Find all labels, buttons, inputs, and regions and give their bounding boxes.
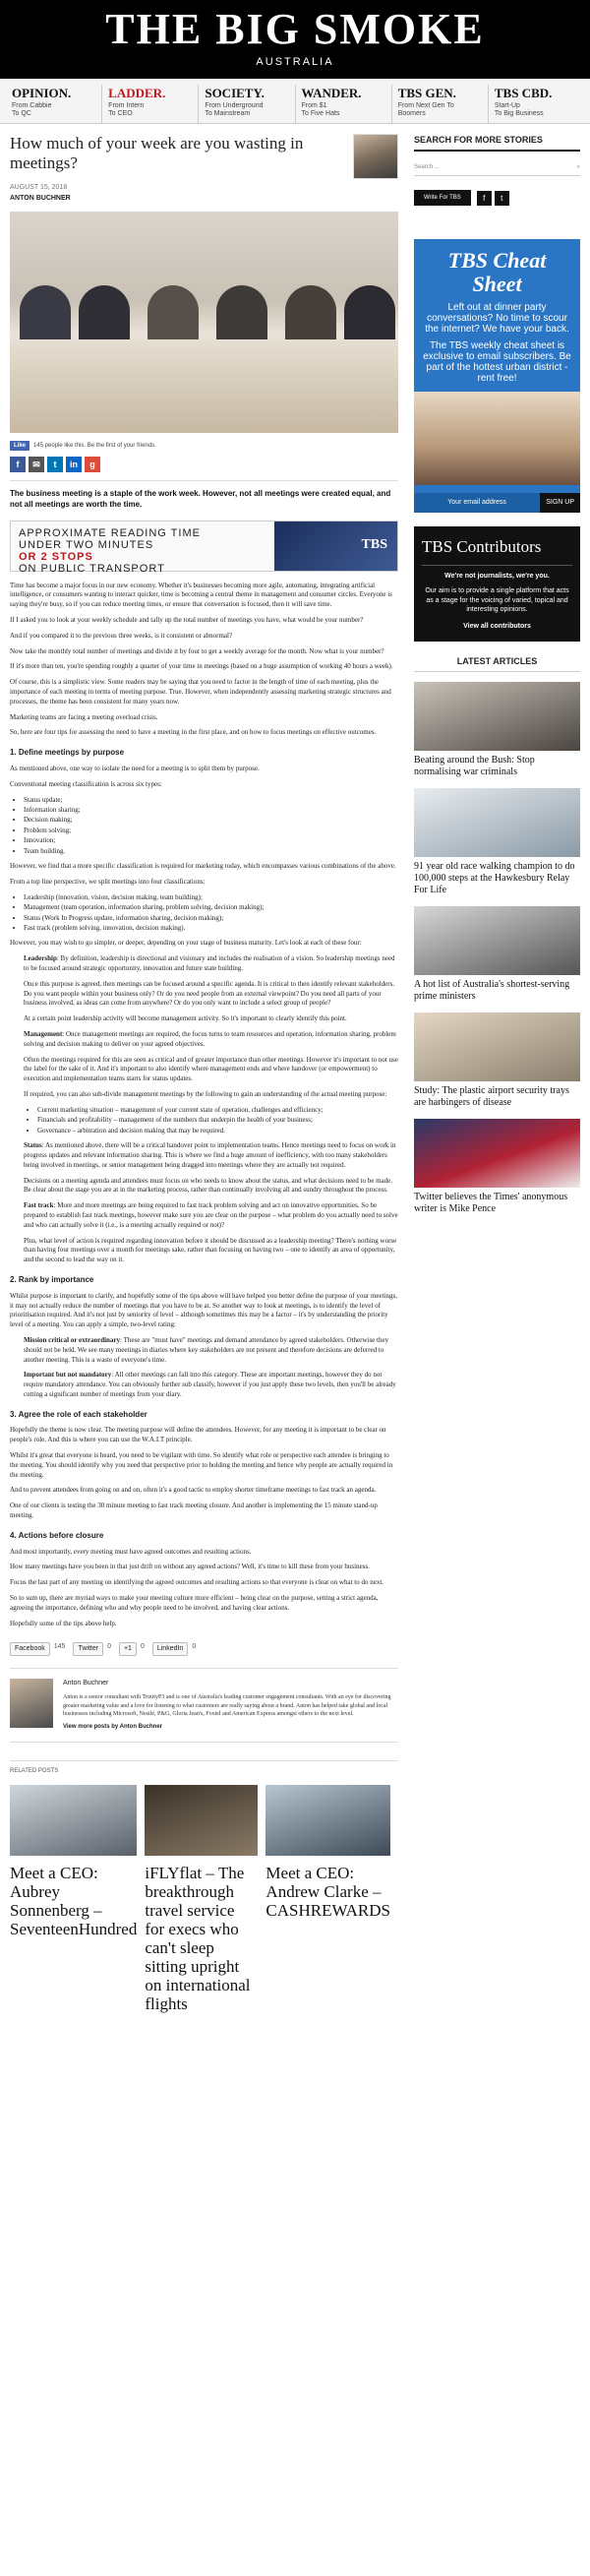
paragraph: Once this purpose is agreed, then meetings can be focused around a specific agenda. It is critical to then identify relevant stakeholders. Do you want people within your business only? Or do you need people from an external viewpoint? Do you need all parts of your business involved, as ideas can come from anywhere? Or do you only want to include a select group of people?: [24, 979, 395, 1008]
nav-sub: From Intern: [108, 101, 145, 109]
nav-sub: From Cabbie: [12, 101, 52, 109]
inline-text: : More and more meetings are being required to fast track problem solving and act on innovative opportunities. So be prepared to establish fast track meetings, however make sure you are clear on the purpose – what problem do you actually need to solve and who can actually solve it (i.e., is a meeting actually required or not)?: [24, 1201, 398, 1229]
paragraph: [24, 1371, 398, 1399]
related-post-image[interactable]: [145, 1785, 258, 1856]
list-item: • Status update;: [24, 796, 398, 805]
latest-article-title[interactable]: A hot list of Australia's shortest-serving prime ministers: [414, 979, 570, 1003]
section-heading: 1. Define meetings by purpose: [10, 748, 125, 758]
contributors-tagline: We're not journalists, we're you.: [444, 572, 550, 580]
paragraph: However, we find that a more specific classification is required for marketing today, which encompasses various combinations of the above.: [10, 862, 396, 871]
reading-time-line: APPROXIMATE READING TIME: [19, 526, 201, 539]
nav-item-tbs-cbd[interactable]: [489, 85, 584, 123]
reading-time-line: UNDER TWO MINUTES: [19, 538, 154, 551]
paragraph: And most importantly, every meeting must have agreed outcomes and resulting actions.: [10, 1547, 252, 1556]
share-row: [10, 457, 398, 472]
author-box: [10, 1668, 398, 1743]
list-item: • Team building.: [24, 847, 398, 856]
list-item: • Status (Work In Progress update, information sharing, decision making);: [24, 914, 398, 923]
related-post[interactable]: [10, 1785, 137, 2013]
paragraph: Hopefully some of the tips above help.: [10, 1619, 117, 1627]
paragraph: At a certain point leadership activity will become management activity. So it's important to clearly identify this point.: [24, 1014, 347, 1023]
inline-text: : These are "must have" meetings and demand attendance by agreed stakeholders. Otherwise they should not be held. We see many meetings in diaries where key stakeholders are not present and therefore decisions are deferred to another meeting. This is a waste of everyone's time.: [24, 1335, 389, 1364]
list-item: • Innovation;: [24, 836, 398, 845]
latest-article[interactable]: [414, 906, 580, 1003]
facebook-like: [10, 441, 398, 451]
twitter-icon[interactable]: t: [495, 191, 509, 206]
nav-item-tbs-gen[interactable]: [392, 85, 489, 123]
search-heading: SEARCH FOR MORE STORIES: [414, 134, 580, 152]
facebook-share-icon[interactable]: f: [10, 457, 26, 472]
related-post-title[interactable]: iFLYflat – The breakthrough travel service for execs who can't sleep sitting upright on international flights: [145, 1863, 251, 2013]
inline-text: : As mentioned above, there will be a critical handover point to implementation teams. Hence meetings need to focus on work in progress updates and relevant information sharing. This is where we find a huge amount of inefficiency, with too many stakeholders being involved in meetings, or senior management being dragged into meetings where they are actually not required.: [24, 1141, 396, 1169]
latest-article-image[interactable]: [414, 682, 580, 751]
cheat-sheet-image: [414, 392, 580, 485]
author-avatar[interactable]: [10, 1679, 53, 1728]
author-thumbnail[interactable]: [353, 134, 398, 179]
twitter-share-button[interactable]: Twitter: [73, 1642, 103, 1655]
bullet-list: [24, 796, 398, 857]
paragraph: Now take the monthly total number of meetings and divide it by four to get a weekly average for the month. Now what is your number?: [10, 646, 384, 655]
nav-item-wander[interactable]: [296, 85, 392, 123]
paragraph: If it's more than ten, you're spending roughly a quarter of your time in meetings (based on a huge assumption of working 40 hours a week).: [10, 662, 393, 671]
write-for-tbs-button[interactable]: Write For TBS: [414, 190, 471, 206]
masthead: [0, 0, 590, 79]
paragraph: Focus the last part of any meeting on identifying the agreed outcomes and resulting actions so that everyone is clear on what to do next.: [10, 1578, 384, 1587]
paragraph: [24, 954, 398, 974]
nav-sub: To Five Hats: [301, 109, 340, 117]
article-column: [10, 134, 398, 2013]
inline-text: : Once management meetings are required, the focus turns to team resources and operation, information sharing, problem solving and decision making to deliver on your agreed objectives.: [24, 1030, 396, 1048]
nav-sub: To QC: [12, 109, 31, 117]
latest-article[interactable]: [414, 788, 580, 896]
paragraph: Whilst it's great that everyone is heard, you need to be vigilant with time. So identify what role or perspective each attendee is bringing to the meeting. You should identify why you need that perspective prior to holding the meeting and hence why people are actually required in the meeting.: [10, 1451, 393, 1479]
reading-time-stops: 2 STOPS: [40, 550, 93, 563]
cheat-sheet-panel: [414, 239, 580, 512]
hero-image: [10, 212, 398, 433]
latest-article-image[interactable]: [414, 1119, 580, 1188]
related-post[interactable]: [145, 1785, 258, 2013]
hero-table: [10, 339, 398, 433]
inline-bold: Important but not mandatory: [24, 1371, 112, 1380]
paragraph: So to sum up, there are myriad ways to make your meeting culture more efficient – being clear on the purpose, setting a strict agenda, agreeing the importance, defining who and why people need to be involved, and having clear actions.: [10, 1594, 379, 1612]
inline-bold: Status: [24, 1141, 42, 1150]
article-title: How much of your week are you wasting in meetings?: [10, 134, 304, 172]
latest-article[interactable]: [414, 1012, 580, 1109]
paragraph: Conventional meeting classification is across six types:: [10, 779, 162, 788]
nav-item-opinion[interactable]: [6, 85, 102, 123]
paragraph: And to prevent attendees from going on and on, often it's a good tactic to employ shorter timeframe meetings to fast track an agenda.: [10, 1486, 377, 1495]
related-post[interactable]: [266, 1785, 390, 2013]
latest-article-title[interactable]: Beating around the Bush: Stop normalising war criminals: [414, 755, 535, 778]
list-item: • Fast track (problem solving, innovation, decision making).: [24, 924, 398, 933]
paragraph: Hopefully the theme is now clear. The meeting purpose will define the attendees. However, for any meeting it is important to be clear on people's role. And this is where you can use the W.A.I.T principle.: [10, 1426, 386, 1444]
cheat-sheet-text: The TBS weekly cheat sheet is exclusive to email subscribers. Be part of the hottest urban district - rent free!: [423, 340, 571, 385]
linkedin-share-icon[interactable]: in: [66, 457, 82, 472]
section-heading: 3. Agree the role of each stakeholder: [10, 1409, 148, 1419]
paragraph: If I asked you to look at your weekly schedule and tally up the total number of meetings you have, what would be your number?: [10, 615, 364, 624]
nav-sub: From Underground: [205, 101, 264, 109]
paragraph: Whilst purpose is important to clarify, and hopefully some of the tips above will have helped you better define the purpose of your meetings, it may not actually reduce the number of meetings that you have to be at. So another way to look at meetings, is to identify the level of prioritisation required. And it's not just by seniority of level – although sometimes this may be a factor – it's by understanding the priority level of a meeting. You can apply a simple, two-level rating:: [10, 1291, 397, 1329]
nav-item-ladder[interactable]: [102, 85, 199, 123]
facebook-share-button[interactable]: Facebook: [10, 1642, 50, 1655]
related-posts: [10, 1760, 398, 2013]
social-share-row: [10, 1642, 398, 1655]
nav-title: TBS CBD.: [494, 86, 553, 100]
latest-article[interactable]: [414, 1119, 580, 1215]
author-more-link[interactable]: View more posts by Anton Buchner: [63, 1724, 163, 1731]
search-input[interactable]: [414, 159, 580, 176]
related-post-title[interactable]: Meet a CEO: Aubrey Sonnenberg – SeventeenHundred: [10, 1863, 138, 1938]
latest-article-image[interactable]: [414, 788, 580, 857]
latest-article[interactable]: [414, 682, 580, 778]
main-nav: [0, 79, 590, 124]
list-item: • Management (team operation, information sharing, problem solving, decision making);: [24, 903, 398, 912]
google-share-icon[interactable]: g: [85, 457, 100, 472]
tbs-logo: TBS: [274, 521, 397, 571]
contributors-desc: Our aim is to provide a single platform that acts as a stage for the voicing of varied, topical and interesting opinions.: [425, 587, 569, 614]
related-post-image[interactable]: [10, 1785, 137, 1856]
nav-sub: To Big Business: [494, 109, 544, 117]
paragraph: How many meetings have you been in that just drift on without any agreed actions? Well, it's time to kill these from your business.: [10, 1563, 370, 1571]
latest-article-title[interactable]: Twitter believes the Times' anonymous writer is Mike Pence: [414, 1192, 568, 1215]
paragraph: Plus, what level of action is required regarding innovation before it should be discussed as a leadership meeting? There's nothing worse than having four meetings over a month for meetings sake, rather than focusing on having two – one to identify an area of opportunity, and the second to lead the way on it.: [24, 1236, 397, 1264]
paragraph: And if you compared it to the previous three weeks, is it consistent or abnormal?: [10, 631, 233, 640]
nav-title: SOCIETY.: [205, 86, 265, 100]
paragraph: Of course, this is a simplistic view. Some readers may be saying that you need to factor in the length of time of each meeting, plus the importance of each meeting in terms of meeting purpose. True. However, when independently assessing marketing strategic structures and processes, the theme has been consistent for many years now.: [10, 678, 391, 705]
email-field[interactable]: Your email address: [414, 493, 540, 512]
reading-time-line: ON PUBLIC TRANSPORT: [19, 562, 165, 575]
view-contributors-link[interactable]: View all contributors: [463, 623, 531, 631]
related-post-image[interactable]: [266, 1785, 390, 1856]
latest-article-image[interactable]: [414, 906, 580, 975]
paragraph: If required, you can also sub-divide management meetings by the following to gain an understanding of the actual meeting purpose:: [24, 1090, 387, 1099]
bullet-list: [37, 1106, 398, 1135]
nav-sub: Start-Up: [494, 101, 520, 109]
nav-sub: To Mainstream: [205, 109, 251, 117]
share-count: 0: [192, 1643, 197, 1651]
site-region: AUSTRALIA: [256, 56, 334, 68]
paragraph: Often the meetings required for this are seen as critical and of greater importance than other meetings. However it's important to not use the label for the sake of it. And it's important to also identify where management ends and where handover (or empowerment) to execution and implementation teams starts for status updates.: [24, 1055, 398, 1083]
article-lead: The business meeting is a staple of the work week. However, not all meetings were created equal, and not all meetings are worth the time.: [10, 488, 391, 509]
inline-bold: Leadership: [24, 954, 57, 963]
reading-time-or: OR: [19, 550, 37, 563]
list-item: • Leadership (innovation, vision, decision making, team building);: [24, 893, 398, 902]
nav-sub: From $1: [301, 101, 327, 109]
contributors-title: TBS Contributors: [422, 536, 542, 556]
section-heading: 4. Actions before closure: [10, 1530, 104, 1540]
search-icon[interactable]: ⌕: [576, 164, 580, 171]
nav-sub: From Next Gen To: [397, 101, 454, 109]
reading-time-banner: [10, 521, 398, 575]
google-plus-button[interactable]: +1: [119, 1642, 137, 1655]
email-share-icon[interactable]: ✉: [29, 457, 44, 472]
list-item: • Decision making;: [24, 816, 398, 825]
related-post-title[interactable]: Meet a CEO: Andrew Clarke – CASHREWARDS: [266, 1863, 391, 1920]
latest-articles-heading: LATEST ARTICLES: [414, 655, 580, 672]
article-author[interactable]: ANTON BUCHNER: [10, 195, 71, 203]
twitter-share-icon[interactable]: t: [47, 457, 63, 472]
share-count: 0: [140, 1643, 145, 1651]
facebook-icon[interactable]: f: [477, 191, 492, 206]
inline-bold: Mission critical or extraordinary: [24, 1335, 121, 1344]
site-logo[interactable]: THE BIG SMOKE: [105, 5, 485, 53]
list-item: • Problem solving;: [24, 827, 398, 835]
divider: [422, 565, 572, 566]
section-heading: 2. Rank by importance: [10, 1274, 94, 1284]
list-item: • Financials and profitability – management of the numbers that underpin the health of your business;: [37, 1116, 398, 1125]
inline-bold: Fast track: [24, 1201, 54, 1210]
nav-sub: To CEO: [108, 109, 133, 117]
paragraph: [24, 1201, 398, 1230]
nav-item-society[interactable]: [199, 85, 295, 123]
nav-title: OPINION.: [12, 86, 72, 100]
search-placeholder: Search ...: [414, 164, 440, 171]
divider: [10, 480, 398, 481]
paragraph: Time has become a major focus in our new economy. Whether it's businesses becoming more agile, automating, integrating artificial intelligence, or consumers wanting to interact quicker, time is becoming a central theme in management and consumer circles. Everyone is saying they're busy, so if you can reduce meeting times, or ensure that conversation is focused, then it will save time.: [10, 581, 392, 609]
contributors-panel: [414, 526, 580, 642]
linkedin-share-button[interactable]: LinkedIn: [152, 1642, 188, 1655]
list-item: • Information sharing;: [24, 806, 398, 815]
bullet-list: [24, 893, 398, 934]
latest-article-title[interactable]: Study: The plastic airport security trays are harbingers of disease: [414, 1085, 569, 1109]
paragraph: [24, 1141, 398, 1170]
cheat-sheet-text: Left out at dinner party conversations? No time to scour the internet? We have your back.: [425, 302, 569, 336]
author-name[interactable]: Anton Buchner: [63, 1679, 109, 1687]
inline-bold: Management: [24, 1030, 63, 1039]
latest-article-title[interactable]: 91 year old race walking champion to do 100,000 steps at the Hawkesbury Relay For Life: [414, 861, 575, 896]
inline-text: : All other meetings can fall into this category. These are important meetings, however they do not require mandatory attendance. You can obviously further sub classify, however if you just apply these two levels, then you'll be already cutting a significant number of meetings from your diary.: [24, 1371, 396, 1398]
share-count: 145: [53, 1643, 66, 1651]
paragraph: From a top line perspective, we split meetings into four classifications:: [10, 877, 206, 886]
latest-article-image[interactable]: [414, 1012, 580, 1081]
nav-title: WANDER.: [301, 86, 362, 100]
nav-title: LADDER.: [108, 86, 166, 100]
list-item: • Current marketing situation – management of your current state of operation, challenges and efficiency;: [37, 1106, 398, 1115]
cheat-sheet-title: TBS Cheat Sheet: [447, 248, 547, 297]
facebook-like-button[interactable]: Like: [10, 441, 30, 451]
paragraph: Marketing teams are facing a meeting overload crisis.: [10, 712, 158, 721]
share-count: 0: [107, 1643, 111, 1651]
paragraph: [24, 1030, 398, 1050]
paragraph: So, here are four tips for assessing the need to have a meeting in the first place, and on how to focus meetings on effective outcomes.: [10, 728, 377, 737]
author-bio: Anton is a senior consultant with TrinityP3 and is one of Australia's leading customer engagement consultants. With an eye for discovering greater marketing value and a love for listening to what customers are really saying about a brand. Anton has helped take global and local businesses including Microsoft, Nestlé, P&G, Gloria Jean's, Foxtel and American Express amongst others to the next level.: [63, 1694, 391, 1718]
inline-text: : By definition, leadership is directional and visionary and includes the realisation of a vision. So leadership meetings need to be focused around strategic opportunity, innovation and future state building.: [24, 954, 395, 973]
list-item: • Governance – arbitration and decision making that may be required.: [37, 1127, 398, 1135]
article-body: [10, 582, 398, 1629]
related-posts-label: RELATED POSTS: [10, 1767, 59, 1774]
facebook-like-text: 145 people like this. Be the first of your friends.: [33, 442, 156, 449]
nav-sub: Boomers: [397, 109, 426, 117]
paragraph: One of our clients is testing the 30 minute meeting to fast track meeting closure. And another is implementing the 15 minute stand-up meeting.: [10, 1502, 378, 1520]
sidebar: [414, 134, 580, 2013]
paragraph: [24, 1336, 398, 1365]
signup-button[interactable]: SIGN UP: [540, 493, 580, 512]
nav-title: TBS GEN.: [397, 86, 456, 100]
paragraph: However, you may wish to go simpler, or deeper, depending on your stage of business maturity. Let's look at each of these four:: [10, 939, 362, 948]
article-date: AUGUST 15, 2018: [10, 184, 68, 191]
paragraph: Decisions on a meeting agenda and attendees must focus on who needs to know about the status, and what decisions need to be made. Be clear about the stage you are at in the marketing process, rather than continually involving all and sundry throughout the process.: [24, 1176, 392, 1195]
paragraph: As mentioned above, one way to isolate the need for a meeting is to split them by purpose.: [10, 764, 260, 772]
